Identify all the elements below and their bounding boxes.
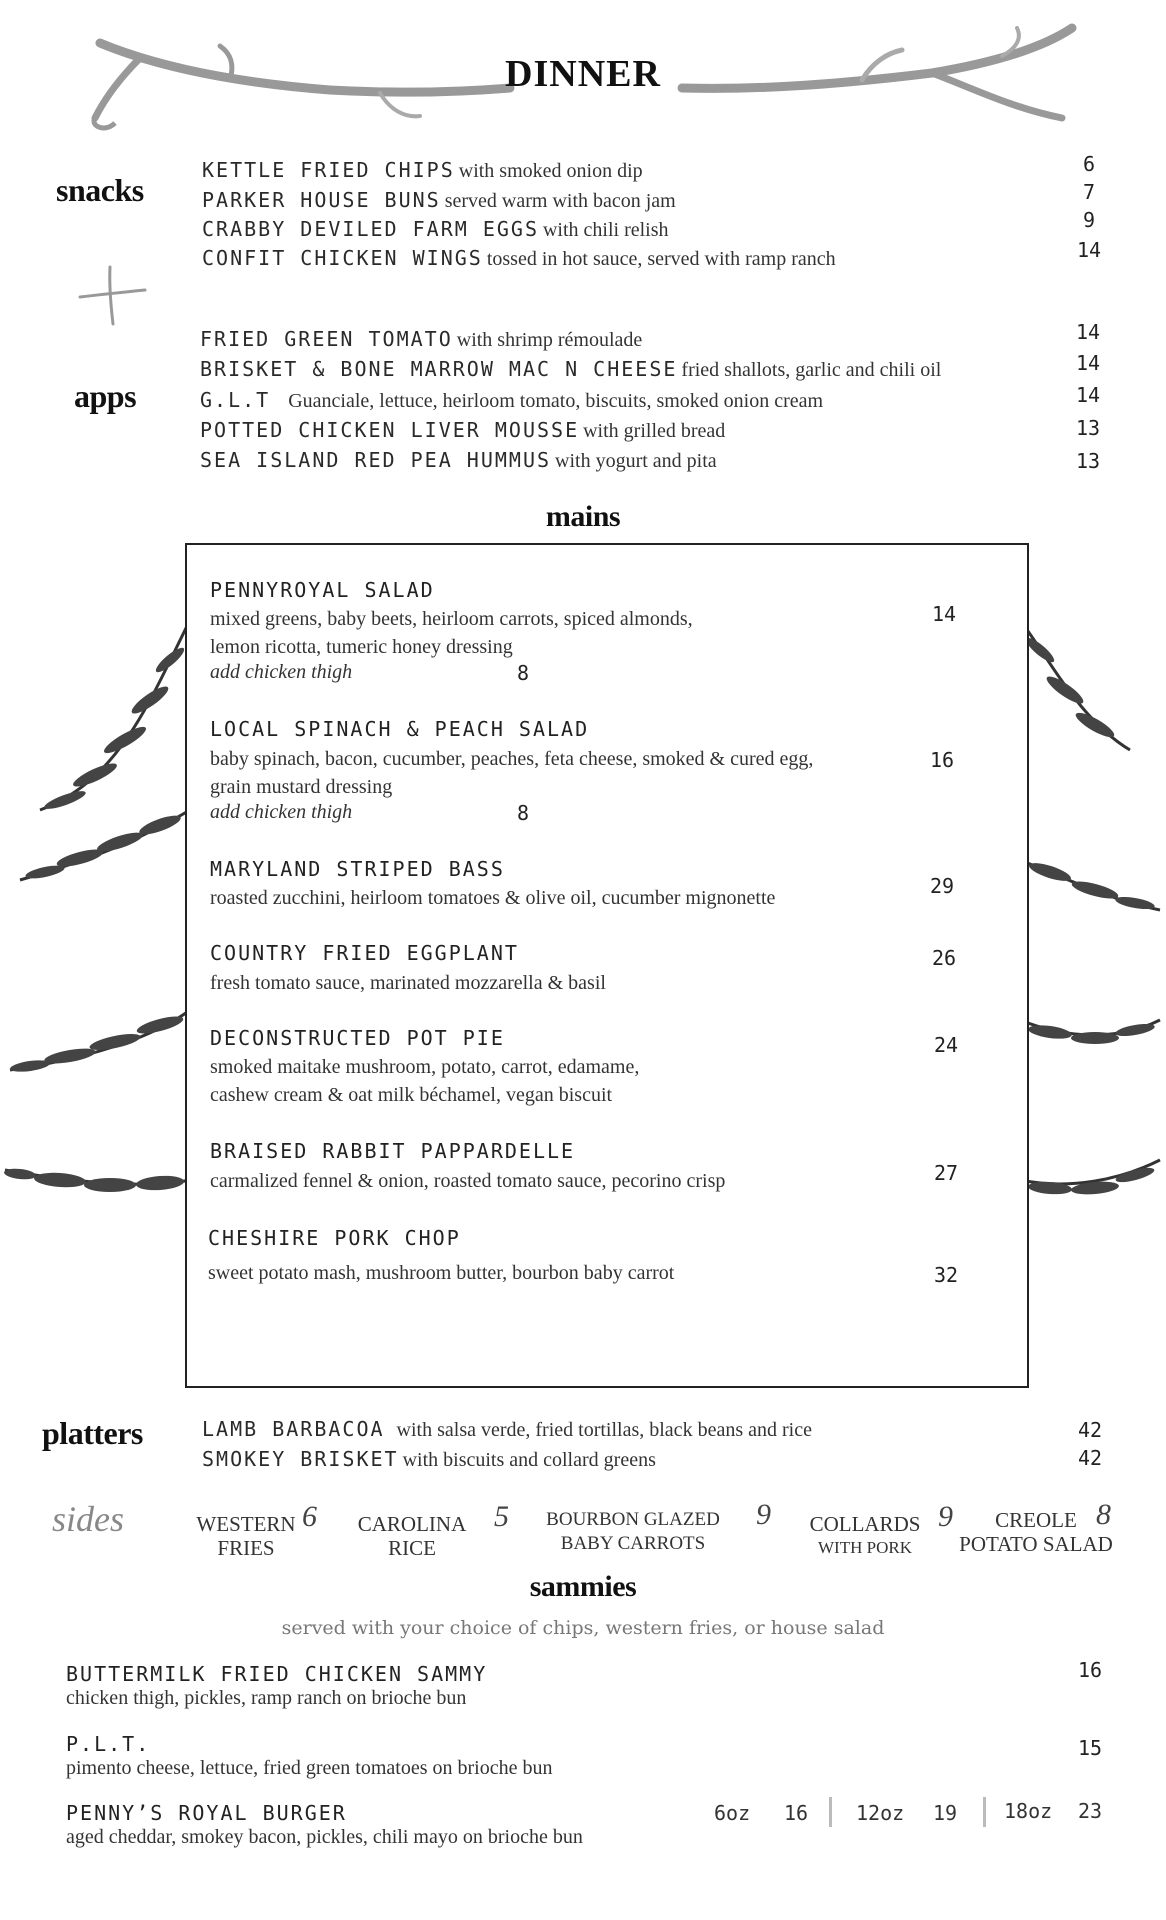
price: 42 <box>1078 1446 1103 1470</box>
price: 14 <box>1076 320 1101 344</box>
burger-size: 12oz <box>856 1801 905 1825</box>
price: 16 <box>930 748 955 772</box>
dish-name: CHESHIRE PORK CHOP <box>208 1226 461 1250</box>
dish-name: PENNYROYAL SALAD <box>210 578 435 602</box>
price: 26 <box>932 946 957 970</box>
burger-price: 19 <box>933 1801 958 1825</box>
sammy-name: P.L.T. <box>66 1732 151 1756</box>
add-on: add chicken thigh <box>210 801 353 823</box>
menu-item: LAMB BARBACOA with salsa verde, fried tortillas, black beans and rice <box>202 1417 812 1441</box>
side-item: CAROLINA RICE <box>357 1512 467 1560</box>
sammy-desc: aged cheddar, smokey bacon, pickles, chili mayo on brioche bun <box>66 1826 583 1848</box>
section-sammies: sammies <box>529 1570 637 1603</box>
dish-desc: sweet potato mash, mushroom butter, bourbon baby carrot <box>208 1262 675 1284</box>
price: 16 <box>1078 1658 1103 1682</box>
dish-desc: baby spinach, bacon, cucumber, peaches, feta cheese, smoked & cured egg, <box>210 748 814 770</box>
side-price: 9 <box>756 1498 771 1531</box>
price: 14 <box>1076 351 1101 375</box>
separator <box>829 1797 832 1827</box>
dish-desc: cashew cream & oat milk béchamel, vegan biscuit <box>210 1084 613 1106</box>
side-price: 8 <box>1096 1498 1111 1531</box>
side-price: 9 <box>938 1500 953 1533</box>
menu-item: KETTLE FRIED CHIPS with smoked onion dip <box>202 158 643 182</box>
dish-desc: roasted zucchini, heirloom tomatoes & olive oil, cucumber mignonette <box>210 887 776 909</box>
sammies-note: served with your choice of chips, western fries, or house salad <box>281 1617 885 1639</box>
section-snacks: snacks <box>56 172 144 208</box>
dish-name: DECONSTRUCTED POT PIE <box>210 1026 505 1050</box>
sammy-desc: chicken thigh, pickles, ramp ranch on brioche bun <box>66 1687 467 1709</box>
menu-item: BRISKET & BONE MARROW MAC N CHEESE fried shallots, garlic and chili oil <box>200 357 942 381</box>
section-platters: platters <box>42 1415 143 1451</box>
side-item: CREOLE POTATO SALAD <box>959 1508 1113 1556</box>
menu-item: PARKER HOUSE BUNS served warm with bacon jam <box>202 188 676 212</box>
burger-size: 6oz <box>714 1801 751 1825</box>
cross-icon <box>75 262 150 327</box>
add-on: add chicken thigh <box>210 661 353 683</box>
side-price: 5 <box>494 1500 509 1533</box>
price: 14 <box>932 602 957 626</box>
price: 13 <box>1076 416 1101 440</box>
side-item: BOURBON GLAZED BABY CARROTS <box>546 1509 720 1554</box>
price: 42 <box>1078 1418 1103 1442</box>
price: 13 <box>1076 449 1101 473</box>
price: 27 <box>934 1161 959 1185</box>
add-on-price: 8 <box>517 801 530 825</box>
fern-icon <box>0 580 200 1260</box>
dish-desc: grain mustard dressing <box>210 776 393 798</box>
price: 9 <box>1083 208 1096 232</box>
add-on-price: 8 <box>517 661 530 685</box>
menu-item: G.L.T Guanciale, lettuce, heirloom tomato, biscuits, smoked onion cream <box>200 388 824 412</box>
section-mains: mains <box>545 500 621 533</box>
dish-desc: mixed greens, baby beets, heirloom carrots, spiced almonds, <box>210 608 693 630</box>
price: 7 <box>1083 180 1096 204</box>
section-apps: apps <box>74 378 137 414</box>
price: 24 <box>934 1033 959 1057</box>
dish-desc: carmalized fennel & onion, roasted tomato sauce, pecorino crisp <box>210 1170 726 1192</box>
side-item: WESTERN FRIES <box>196 1512 296 1560</box>
menu-item: SMOKEY BRISKET with biscuits and collard greens <box>202 1447 656 1471</box>
sammy-desc: pimento cheese, lettuce, fried green tomatoes on brioche bun <box>66 1757 553 1779</box>
burger-price: 16 <box>784 1801 809 1825</box>
menu-item: POTTED CHICKEN LIVER MOUSSE with grilled bread <box>200 418 726 442</box>
dish-name: LOCAL SPINACH & PEACH SALAD <box>210 717 590 741</box>
menu-item: CONFIT CHICKEN WINGS tossed in hot sauce, served with ramp ranch <box>202 246 836 270</box>
side-item: COLLARDS WITH PORK <box>809 1512 921 1557</box>
menu-item: SEA ISLAND RED PEA HUMMUS with yogurt and pita <box>200 448 717 472</box>
dish-name: COUNTRY FRIED EGGPLANT <box>210 941 519 965</box>
price: 14 <box>1076 383 1101 407</box>
price: 6 <box>1083 152 1096 176</box>
price: 14 <box>1077 238 1102 262</box>
dish-desc: lemon ricotta, tumeric honey dressing <box>210 636 513 658</box>
dish-name: BRAISED RABBIT PAPPARDELLE <box>210 1139 576 1163</box>
fern-icon <box>1010 600 1166 1240</box>
sammy-name: BUTTERMILK FRIED CHICKEN SAMMY <box>66 1662 488 1686</box>
section-sides: sides <box>52 1499 124 1539</box>
price: 29 <box>930 874 955 898</box>
price: 15 <box>1078 1736 1103 1760</box>
menu-item: FRIED GREEN TOMATO with shrimp rémoulade <box>200 327 643 351</box>
sammy-name: PENNY’S ROYAL BURGER <box>66 1801 347 1825</box>
dish-desc: smoked maitake mushroom, potato, carrot, edamame, <box>210 1056 640 1078</box>
price: 32 <box>934 1263 959 1287</box>
page-title: DINNER <box>505 53 661 95</box>
side-price: 6 <box>302 1500 317 1533</box>
menu-item: CRABBY DEVILED FARM EGGS with chili relish <box>202 217 669 241</box>
separator <box>983 1797 986 1827</box>
dish-name: MARYLAND STRIPED BASS <box>210 857 505 881</box>
burger-size: 18oz <box>1004 1799 1053 1823</box>
dish-desc: fresh tomato sauce, marinated mozzarella & basil <box>210 972 606 994</box>
burger-price: 23 <box>1078 1799 1103 1823</box>
